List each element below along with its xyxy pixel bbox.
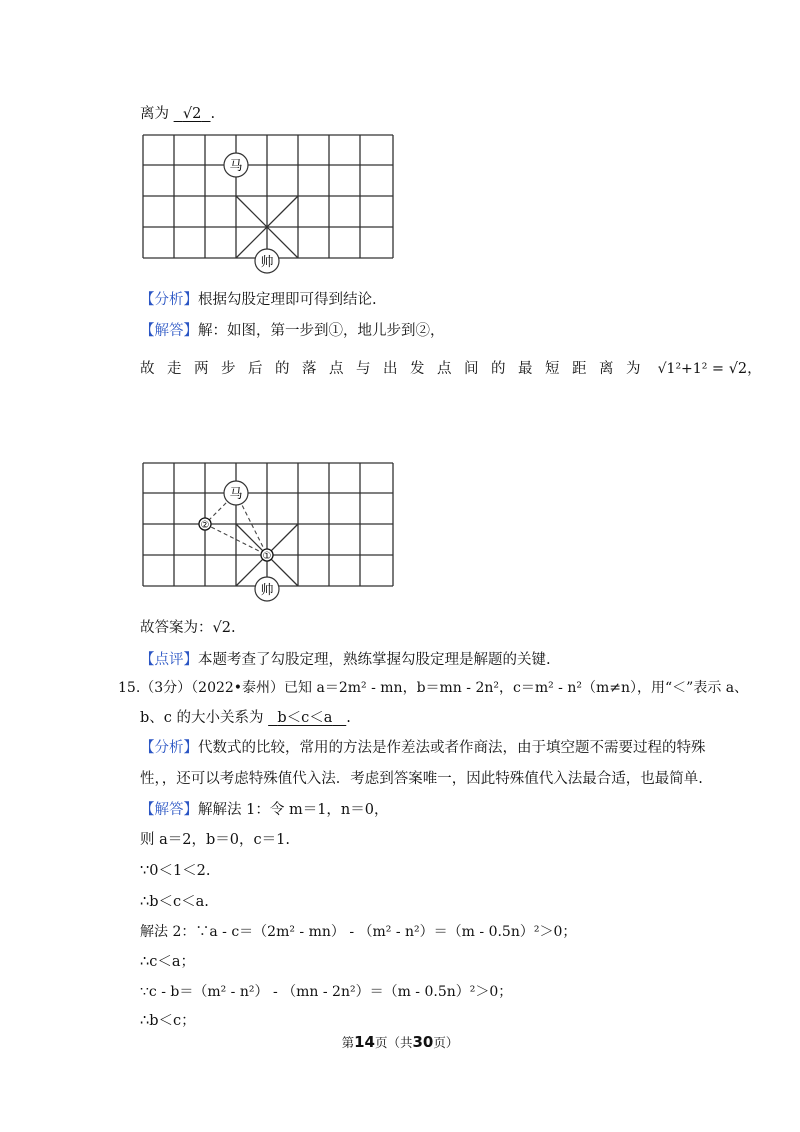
svg-text:帅: 帅 (260, 583, 274, 598)
svg-text:帅: 帅 (260, 255, 274, 270)
solution-15-line1: 【解答】解解法 1：令 m＝1，n＝0， (140, 802, 389, 818)
q15-answer-blank: b＜c＜a (277, 710, 333, 726)
horse-piece (224, 153, 248, 177)
svg-text:马: 马 (229, 487, 243, 502)
solution-14-line1: 【解答】解：如图，第一步到①，地儿步到②， (140, 323, 445, 339)
solution-tag: 【解答】 (140, 323, 198, 339)
solution-14-line2: 故走两步后的落点与出发点间的最短距离为 √1²+1² = √2， (140, 361, 762, 377)
page-number: 14 (354, 1033, 375, 1051)
solution-15-line2: 则 a＝2，b＝0，c＝1. (140, 832, 290, 848)
solution-15-line3: ∵0＜1＜2. (140, 863, 211, 879)
comment-tag: 【点评】 (140, 652, 198, 668)
solution-15-line7: ∵c - b＝（m² - n²） - （mn - 2n²）＝（m - 0.5n）²＞0； (140, 984, 513, 1000)
analysis-14: 【分析】根据勾股定理即可得到结论. (140, 292, 377, 308)
page-total: 30 (412, 1033, 434, 1051)
solution-15-line6: ∴c＜a； (140, 954, 195, 970)
page-footer: 第14页（共30页） (341, 1033, 459, 1051)
analysis-15-line2: 性，，还可以考虑特殊值代入法．考虑到答案唯一，因此特殊值代入法最合适，也最简单. (140, 771, 703, 787)
chess-board-figure-2 (140, 456, 400, 606)
solution-tag: 【解答】 (140, 802, 198, 818)
q15-stem-line2: b、c 的大小关系为 b＜c＜a . (140, 710, 351, 726)
horse-piece (224, 481, 248, 505)
formula-result: √2 (728, 361, 748, 377)
svg-text:②: ② (200, 520, 210, 531)
solution-15-line4: ∴b＜c＜a. (140, 894, 209, 910)
answer-14: 故答案为：√2. (140, 620, 236, 636)
solution-15-line8: ∴b＜c； (140, 1013, 196, 1029)
marshal-piece (255, 249, 279, 273)
point-1-marker (261, 549, 273, 562)
svg-text:马: 马 (229, 159, 243, 174)
formula-sqrt: √1²+1² (657, 361, 708, 377)
answer-line-14: 离为 √2 . (140, 106, 216, 122)
analysis-tag: 【分析】 (140, 292, 198, 308)
point-2-marker (199, 518, 211, 531)
marshal-piece (255, 577, 279, 601)
analysis-15-line1: 【分析】代数式的比较，常用的方法是作差法或者作商法，由于填空题不需要过程的特殊 (140, 740, 706, 756)
answer-prefix: 离为 (140, 106, 169, 122)
solution-15-line5: 解法 2：∵a - c＝（2m² - mn） - （m² - n²）＝（m - 0.5n）²＞0； (140, 924, 577, 940)
comment-14: 【点评】本题考查了勾股定理，熟练掌握勾股定理是解题的关键. (140, 652, 551, 668)
chess-board-figure-1 (140, 128, 400, 278)
analysis-tag: 【分析】 (140, 740, 198, 756)
q15-stem-line1: 15.（3分）（2022•泰州）已知 a＝2m² - mn，b＝mn - 2n²，c＝m² - n²（m≠n），用“＜”表示 a、 (118, 680, 749, 696)
answer-blank: √2 (182, 106, 202, 122)
svg-text:①: ① (262, 551, 272, 562)
